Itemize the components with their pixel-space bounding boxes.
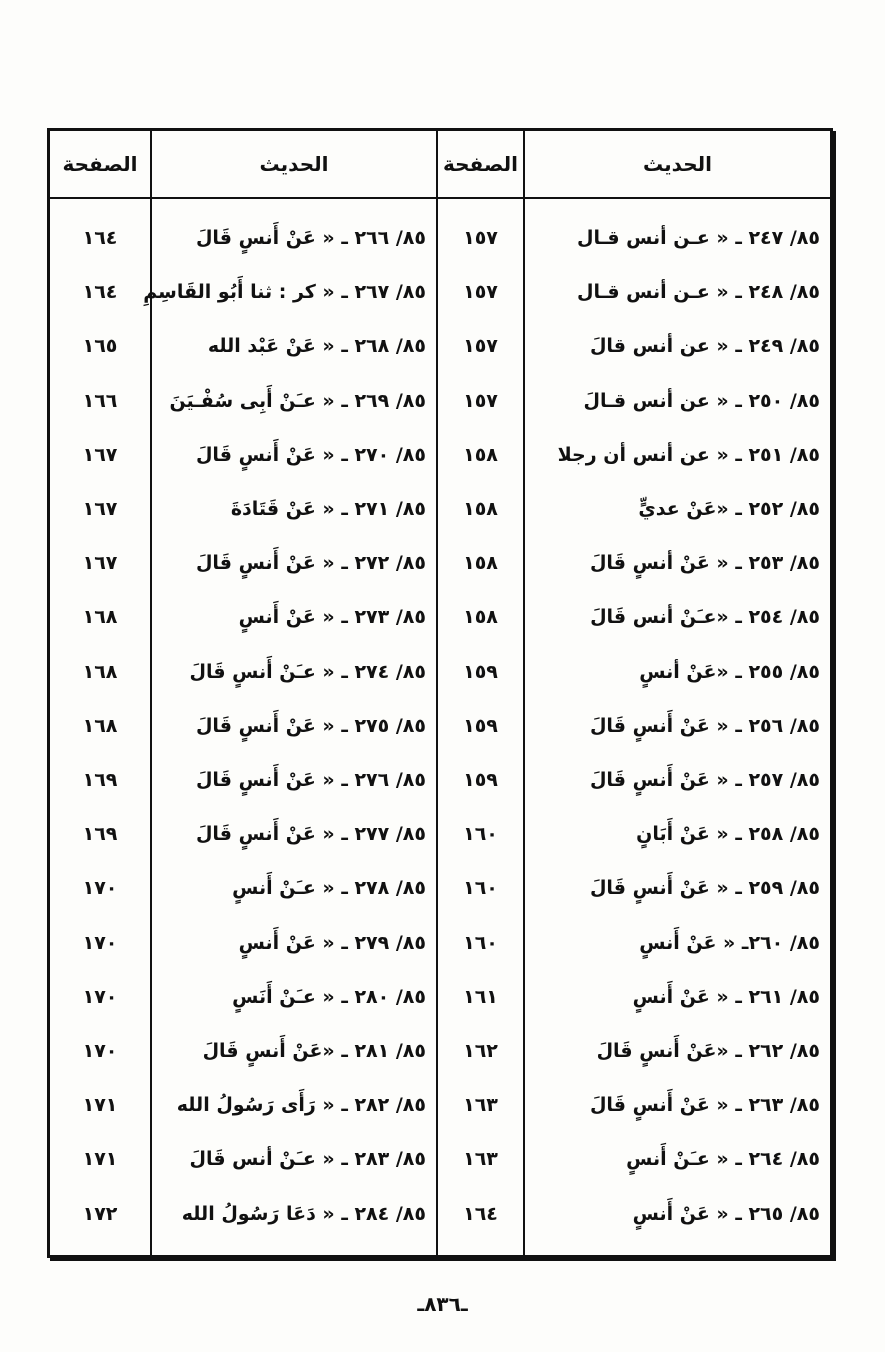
table-row-hadith: ٨٥/ ٢٧٦ ـ « عَنْ أَنسٍ قَالَ bbox=[195, 769, 426, 791]
table-row-hadith: ٨٥/ ٢٦٦ ـ « عَنْ أَنسٍ قَالَ bbox=[195, 227, 426, 249]
header-divider bbox=[50, 197, 830, 199]
table-row-hadith: ٨٥/ ٢٧٩ ـ « عَنْ أَنسٍ bbox=[238, 931, 426, 954]
table-row-hadith: ٨٥/ ٢٨٢ ـ « رَأَى رَسُولُ الله bbox=[176, 1094, 426, 1117]
table-row-page: ١٦٠ bbox=[463, 931, 498, 954]
table-row-page: ١٥٨ bbox=[463, 443, 498, 466]
table-row-page: ١٧٠ bbox=[82, 877, 118, 900]
table-row-page: ١٦٩ bbox=[82, 823, 118, 846]
table-row-hadith: ٨٥/ ٢٨٠ ـ « عـَنْ أَنَسٍ bbox=[232, 985, 426, 1008]
table-row-hadith: ٨٥/ ٢٥١ ـ « عن أنس أن رجلا bbox=[557, 443, 820, 466]
table-row-page: ١٦٣ bbox=[463, 1094, 498, 1117]
table-row-hadith: ٨٥/ ٢٦٩ ـ « عـَنْ أَبِى سُفْـيَنَ bbox=[169, 389, 426, 412]
table-row-page: ١٥٨ bbox=[463, 606, 498, 629]
table-row-hadith: ٨٥/ ٢٧٣ ـ « عَنْ أَنسٍ bbox=[238, 606, 426, 629]
table-row-hadith: ٨٥/ ٢٦٧ ـ « كر : ثنا أَبُو القَاسِمِ bbox=[143, 281, 426, 304]
table-row-page: ١٥٨ bbox=[463, 552, 498, 575]
table-row-hadith: ٨٥/ ٢٨٤ ـ « دَعَا رَسُولُ الله bbox=[181, 1202, 426, 1225]
table-row-hadith: ٨٥/ ٢٥٤ ـ «عـَنْ أنس قَالَ bbox=[590, 606, 820, 629]
table-row-hadith: ٨٥/ ٢٥٧ ـ « عَنْ أَنسٍ قَالَ bbox=[589, 769, 820, 791]
table-row-hadith: ٨٥/ ٢٥٨ ـ « عَنْ أَبَانٍ bbox=[636, 823, 820, 846]
table-row-hadith: ٨٥/ ٢٧٠ ـ « عَنْ أَنسٍ قَالَ bbox=[195, 443, 426, 466]
table-row-page: ١٥٨ bbox=[463, 498, 498, 520]
table-row-page: ١٦٨ bbox=[82, 606, 118, 629]
table-row-hadith: ٨٥/ ٢٦٥ ـ « عَنْ أَنسٍ bbox=[632, 1202, 820, 1225]
table-row-page: ١٧٠ bbox=[82, 985, 118, 1008]
table-row-hadith: ٨٥/ ٢٥٦ ـ « عَنْ أَنسٍ قَالَ bbox=[589, 714, 820, 737]
table-row-page: ١٥٩ bbox=[463, 769, 498, 791]
table-row-page: ١٧٠ bbox=[82, 1040, 118, 1062]
table-row-page: ١٦٠ bbox=[463, 877, 498, 900]
table-row-page: ١٦٤ bbox=[82, 227, 118, 249]
table-row-page: ١٥٧ bbox=[463, 389, 498, 412]
header-right-hadith: الحديث bbox=[643, 152, 713, 176]
table-row-page: ١٦٢ bbox=[463, 1040, 498, 1062]
table-row-page: ١٥٩ bbox=[463, 714, 498, 737]
table-row-page: ١٥٧ bbox=[463, 335, 498, 358]
table-row-hadith: ٨٥/ ٢٦٨ ـ « عَنْ عَبْد الله bbox=[207, 335, 426, 358]
table-row-hadith: ٨٥/ ٢٥٠ ـ « عن أنس قـالَ bbox=[583, 389, 820, 412]
table-row-hadith: ٨٥/ ٢٧٢ ـ « عَنْ أَنسٍ قَالَ bbox=[195, 552, 426, 575]
table-row-hadith: ٨٥/ ٢٨١ ـ «عَنْ أَنسٍ قَالَ bbox=[202, 1040, 426, 1062]
table-row-hadith: ٨٥/ ٢٥٩ ـ « عَنْ أَنسٍ قَالَ bbox=[589, 877, 820, 900]
table-row-page: ١٦٨ bbox=[82, 660, 118, 683]
table-row-hadith: ٨٥/ ٢٦٢ ـ «عَنْ أَنسٍ قَالَ bbox=[596, 1040, 820, 1062]
header-left-page: الصفحة bbox=[62, 152, 138, 176]
table-row-page: ١٦٣ bbox=[463, 1148, 498, 1171]
table-row-hadith: ٨٥/ ٢٥٥ ـ «عَنْ أنسٍ bbox=[639, 660, 820, 683]
table-row-page: ١٦٥ bbox=[82, 335, 118, 358]
header-right-page: الصفحة bbox=[443, 152, 519, 176]
table-row-hadith: ٨٥/ ٢٧٤ ـ « عـَنْ أَنسٍ قَالَ bbox=[189, 660, 426, 683]
table-row-page: ١٧١ bbox=[82, 1094, 118, 1117]
header-left-hadith: الحديث bbox=[259, 152, 329, 176]
table-row-page: ١٥٩ bbox=[463, 660, 498, 683]
table-row-hadith: ٨٥/ ٢٧٥ ـ « عَنْ أَنسٍ قَالَ bbox=[195, 714, 426, 737]
table-row-hadith: ٨٥/ ٢٥٣ ـ « عَنْ أنسٍ قَالَ bbox=[589, 552, 820, 575]
table-row-page: ١٦٦ bbox=[82, 389, 118, 412]
table-row-page: ١٦٤ bbox=[82, 281, 118, 304]
table-row-page: ١٥٧ bbox=[463, 281, 498, 304]
table-row-hadith: ٨٥/ ٢٤٨ ـ « عـن أنس قـال bbox=[576, 281, 820, 304]
table-row-hadith: ٨٥/ ٢٧٧ ـ « عَنْ أَنسٍ قَالَ bbox=[195, 823, 426, 846]
index-table bbox=[47, 128, 833, 1258]
table-row-hadith: ٨٥/ ٢٦٠ـ « عَنْ أَنسٍ bbox=[639, 931, 820, 954]
table-row-page: ١٦٨ bbox=[82, 714, 118, 737]
table-row-hadith: ٨٥/ ٢٥٢ ـ «عَنْ عديٍّ bbox=[638, 498, 820, 520]
table-row-hadith: ٨٥/ ٢٦١ ـ « عَنْ أَنسٍ bbox=[632, 985, 820, 1008]
table-row-page: ١٦٧ bbox=[82, 498, 118, 520]
table-row-page: ١٦٩ bbox=[82, 769, 118, 791]
table-row-hadith: ٨٥/ ٢٦٣ ـ « عَنْ أَنسٍ قَالَ bbox=[589, 1094, 820, 1117]
table-row-hadith: ٨٥/ ٢٧٨ ـ « عـَنْ أَنسٍ bbox=[232, 877, 426, 900]
table-row-hadith: ٨٥/ ٢٦٤ ـ « عـَنْ أَنسٍ bbox=[626, 1148, 820, 1171]
table-row-page: ١٧١ bbox=[82, 1148, 118, 1171]
table-row-page: ١٦١ bbox=[463, 985, 498, 1008]
table-row-hadith: ٨٥/ ٢٨٣ ـ « عـَنْ أنس قَالَ bbox=[189, 1148, 426, 1171]
table-row-page: ١٦٤ bbox=[463, 1202, 498, 1225]
table-row-page: ١٧٢ bbox=[82, 1202, 118, 1225]
table-row-page: ١٧٠ bbox=[82, 931, 118, 954]
table-row-hadith: ٨٥/ ٢٧١ ـ « عَنْ قَتَادَةَ bbox=[230, 498, 426, 520]
table-row-hadith: ٨٥/ ٢٤٩ ـ « عن أنس قالَ bbox=[589, 335, 820, 358]
table-row-page: ١٦٠ bbox=[463, 823, 498, 846]
table-row-hadith: ٨٥/ ٢٤٧ ـ « عـن أنس قـال bbox=[576, 227, 820, 249]
table-row-page: ١٦٧ bbox=[82, 443, 118, 466]
table-row-page: ١٥٧ bbox=[463, 227, 498, 249]
page-number: ـ٨٣٦ـ bbox=[417, 1292, 468, 1316]
table-row-page: ١٦٧ bbox=[82, 552, 118, 575]
